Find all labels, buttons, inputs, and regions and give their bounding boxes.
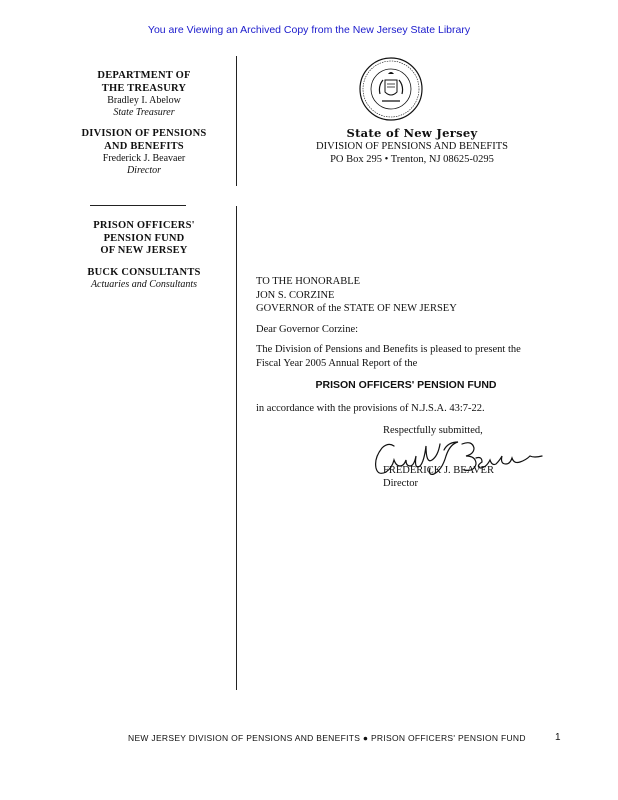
signer-title: Director [383, 478, 418, 489]
treasurer-title: State Treasurer [113, 107, 175, 118]
body-line2: Fiscal Year 2005 Annual Report of the [256, 357, 418, 369]
treasurer-name: Bradley I. Abelow [107, 95, 181, 106]
fund-title: PRISON OFFICERS' PENSION FUND [315, 379, 497, 391]
sidebar-treasury-block [60, 70, 228, 177]
addressee-line1: TO THE HONORABLE [256, 276, 361, 287]
closing: Respectfully submitted, [383, 425, 483, 436]
department-title: DEPARTMENT OF [97, 70, 191, 81]
vertical-divider-bottom [236, 206, 237, 690]
consultant-name: BUCK CONSULTANTS [87, 266, 201, 278]
state-seal-icon [358, 56, 424, 122]
salutation: Dear Governor Corzine: [256, 323, 359, 335]
letterhead [262, 126, 562, 166]
department-title-line2: THE TREASURY [101, 82, 187, 94]
page-number: 1 [555, 732, 561, 743]
body-line1: The Division of Pensions and Benefits is pleased to present the [256, 344, 521, 355]
handwritten-signature [366, 438, 551, 478]
addressee-line3: GOVERNOR of the STATE OF NEW JERSEY [256, 303, 457, 314]
division-address: PO Box 295 • Trenton, NJ 08625-0295 [330, 154, 494, 165]
division-title: DIVISION OF PENSIONS [81, 128, 207, 139]
state-title: State of New Jersey [346, 126, 478, 140]
letter-body [256, 275, 556, 415]
director-name: Frederick J. Beavaer [102, 153, 186, 164]
archive-banner: You are Viewing an Archived Copy from the New Jersey State Library [147, 24, 471, 36]
sidebar-divider [90, 205, 186, 206]
division-name: DIVISION OF PENSIONS AND BENEFITS [316, 141, 508, 152]
signer-name: FREDERICK J. BEAVER [383, 464, 494, 476]
provision-line: in accordance with the provisions of N.J.S.A. 43:7-22. [256, 402, 485, 414]
addressee-line2: JON S. CORZINE [256, 289, 335, 301]
vertical-divider-top [236, 56, 237, 186]
sidebar-fund-block [60, 220, 228, 291]
division-title-line2: AND BENEFITS [104, 140, 184, 152]
director-title: Director [126, 165, 162, 176]
fund-name-line2: PENSION FUND [103, 232, 185, 244]
fund-name-line3: OF NEW JERSEY [100, 245, 188, 256]
consultant-title: Actuaries and Consultants [90, 279, 198, 290]
fund-name-line1: PRISON OFFICERS' [93, 220, 195, 231]
footer-text: NEW JERSEY DIVISION OF PENSIONS AND BENEFITS ● PRISON OFFICERS' PENSION FUND [128, 733, 526, 743]
